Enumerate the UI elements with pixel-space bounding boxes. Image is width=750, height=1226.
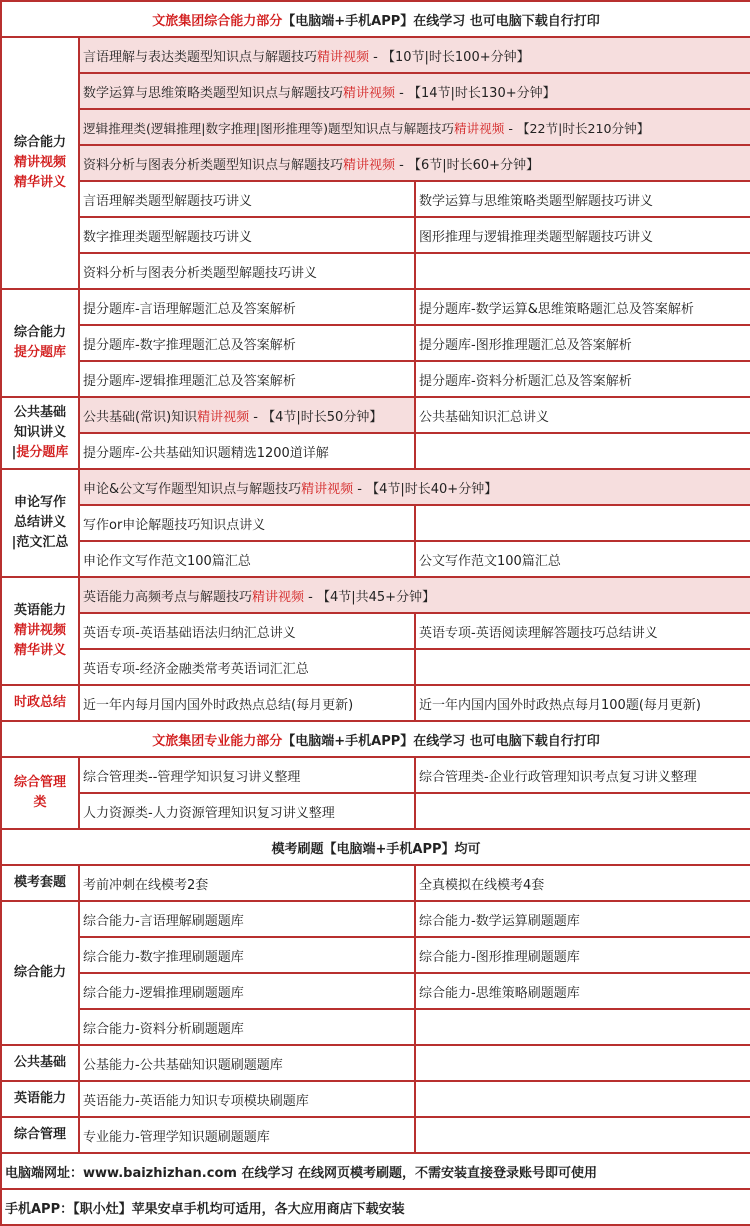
category-label-line: 模考套题: [13, 875, 66, 890]
category-label-line: 英语能力: [13, 1091, 66, 1106]
category-general-ability-practice: [1, 901, 79, 1045]
practice-bank-item[interactable]: 综合能力-图形推理刷题题库: [415, 937, 750, 973]
section-header-general-red: 文旅集团综合能力部分: [152, 13, 283, 29]
notes-item[interactable]: 数字推理类题型解题技巧讲义: [79, 217, 415, 253]
course-title: 公共基础(常识)知识: [83, 409, 198, 425]
notes-item[interactable]: 综合管理类--管理学知识复习讲义整理: [79, 757, 415, 793]
notes-item[interactable]: 综合管理类-企业行政管理知识考点复习讲义整理: [415, 757, 750, 793]
video-tag: 精讲视频: [197, 409, 250, 425]
empty-cell: [415, 1081, 750, 1117]
category-label-line: 精华讲义: [13, 643, 66, 658]
notes-item[interactable]: 写作or申论解题技巧知识点讲义: [79, 505, 415, 541]
category-general-ability-video: [1, 37, 79, 289]
category-label-line: 综合管理: [13, 1127, 66, 1142]
notes-item[interactable]: 英语专项-英语阅读理解答题技巧总结讲义: [415, 613, 750, 649]
category-label-line: 提分题库: [13, 345, 66, 360]
notes-item[interactable]: 数学运算与思维策略类题型解题技巧讲义: [415, 181, 750, 217]
empty-cell: [415, 433, 750, 469]
course-title: 言语理解与表达类题型知识点与解题技巧: [83, 49, 318, 65]
section-header-professional-red: 文旅集团专业能力部分: [152, 733, 283, 749]
course-title: 数学运算与思维策略类题型知识点与解题技巧: [83, 85, 344, 101]
course-meta: - 【10节|时长100+分钟】: [369, 49, 530, 65]
category-english: [1, 577, 79, 685]
question-bank-item[interactable]: 提分题库-数字推理题汇总及答案解析: [79, 325, 415, 361]
practice-bank-item[interactable]: 公基能力-公共基础知识题刷题题库: [79, 1045, 415, 1081]
video-course-item[interactable]: [79, 145, 750, 181]
question-bank-item[interactable]: 提分题库-逻辑推理题汇总及答案解析: [79, 361, 415, 397]
category-label-line: 时政总结: [13, 695, 66, 710]
video-course-item[interactable]: [79, 73, 750, 109]
course-meta: - 【22节|时长210分钟】: [504, 120, 650, 136]
category-label-line: |范文汇总: [11, 535, 69, 550]
category-label-line: 公共基础: [13, 1055, 66, 1070]
empty-cell: [415, 649, 750, 685]
section-header-mock-exam: 模考刷题【电脑端+手机APP】均可: [1, 829, 750, 865]
category-label-line: |: [11, 445, 17, 460]
practice-bank-item[interactable]: 综合能力-数学运算刷题题库: [415, 901, 750, 937]
notes-item[interactable]: 资料分析与图表分析类题型解题技巧讲义: [79, 253, 415, 289]
notes-item[interactable]: 人力资源类-人力资源管理知识复习讲义整理: [79, 793, 415, 829]
practice-bank-item[interactable]: 综合能力-资料分析刷题题库: [79, 1009, 415, 1045]
video-course-item[interactable]: [79, 469, 750, 505]
course-title: 英语能力高频考点与解题技巧: [83, 589, 253, 605]
category-label-line: 公共基础: [13, 405, 66, 420]
category-label-line: 提分题库: [16, 445, 69, 460]
category-label-line: 综合能力: [13, 325, 66, 340]
section-header-professional-black: 【电脑端+手机APP】在线学习 也可电脑下载自行打印: [282, 733, 600, 749]
video-tag: 精讲视频: [317, 49, 370, 65]
video-course-item[interactable]: [79, 577, 750, 613]
practice-bank-item[interactable]: 综合能力-思维策略刷题题库: [415, 973, 750, 1009]
empty-cell: [415, 1045, 750, 1081]
section-header-general-black: 【电脑端+手机APP】在线学习 也可电脑下载自行打印: [282, 13, 600, 29]
category-essay-writing: [1, 469, 79, 577]
category-public-basics: [1, 397, 79, 469]
category-label-line: 知识讲义: [13, 425, 66, 440]
notes-item[interactable]: 英语专项-经济金融类常考英语词汇汇总: [79, 649, 415, 685]
category-label-line: 申论写作: [13, 495, 66, 510]
practice-bank-item[interactable]: 英语能力-英语能力知识专项模块刷题库: [79, 1081, 415, 1117]
notes-item[interactable]: 公共基础知识汇总讲义: [415, 397, 750, 433]
practice-bank-item[interactable]: 综合能力-数字推理刷题题库: [79, 937, 415, 973]
course-meta: - 【4节|时长40+分钟】: [353, 481, 498, 497]
category-mock-exams: [1, 865, 79, 901]
category-label-line: 英语能力: [13, 603, 66, 618]
current-affairs-item[interactable]: 近一年内国内国外时政热点每月100题(每月更新): [415, 685, 750, 721]
video-tag: 精讲视频: [453, 120, 505, 136]
empty-cell: [415, 505, 750, 541]
video-course-item[interactable]: [79, 37, 750, 73]
category-label-line: 综合能力: [13, 135, 66, 150]
practice-bank-item[interactable]: 专业能力-管理学知识题刷题题库: [79, 1117, 415, 1153]
category-label-line: 精华讲义: [13, 175, 66, 190]
website-footer[interactable]: 电脑端网址：www.baizhizhan.com 在线学习 在线网页模考刷题，不需安装直接登录账号即可使用: [1, 1153, 750, 1189]
empty-cell: [415, 1009, 750, 1045]
video-tag: 精讲视频: [343, 157, 396, 173]
course-title: 逻辑推理类(逻辑推理|数字推理|图形推理等)题型知识点与解题技巧: [83, 120, 454, 136]
empty-cell: [415, 1117, 750, 1153]
question-bank-item[interactable]: 提分题库-资料分析题汇总及答案解析: [415, 361, 750, 397]
category-label-line: 综合管理: [13, 775, 66, 790]
sample-essay-item[interactable]: 申论作文写作范文100篇汇总: [79, 541, 415, 577]
mock-exam-item[interactable]: 考前冲刺在线模考2套: [79, 865, 415, 901]
current-affairs-item[interactable]: 近一年内每月国内国外时政热点总结(每月更新): [79, 685, 415, 721]
question-bank-item[interactable]: 提分题库-公共基础知识题精选1200道详解: [79, 433, 415, 469]
question-bank-item[interactable]: 提分题库-数学运算&思维策略题汇总及答案解析: [415, 289, 750, 325]
category-management: [1, 757, 79, 829]
mock-exam-item[interactable]: 全真模拟在线模考4套: [415, 865, 750, 901]
course-meta: - 【4节|共45+分钟】: [304, 589, 436, 605]
category-label-line: 精讲视频: [13, 623, 66, 638]
category-label-line: 综合能力: [13, 965, 66, 980]
empty-cell: [415, 253, 750, 289]
category-current-affairs: [1, 685, 79, 721]
question-bank-item[interactable]: 提分题库-图形推理题汇总及答案解析: [415, 325, 750, 361]
question-bank-item[interactable]: 提分题库-言语理解题汇总及答案解析: [79, 289, 415, 325]
course-title: 资料分析与图表分析类题型知识点与解题技巧: [83, 157, 344, 173]
video-course-item[interactable]: [79, 397, 415, 433]
category-public-basics-practice: [1, 1045, 79, 1081]
category-label-line: 总结讲义: [13, 515, 66, 530]
course-meta: - 【6节|时长60+分钟】: [395, 157, 540, 173]
notes-item[interactable]: 言语理解类题型解题技巧讲义: [79, 181, 415, 217]
course-title: 申论&公文写作题型知识点与解题技巧: [83, 481, 302, 497]
video-tag: 精讲视频: [252, 589, 305, 605]
category-management-practice: [1, 1117, 79, 1153]
notes-item[interactable]: 英语专项-英语基础语法归纳汇总讲义: [79, 613, 415, 649]
app-footer: 手机APP：【职小灶】苹果安卓手机均可适用，各大应用商店下载安装: [1, 1189, 750, 1225]
course-meta: - 【14节|时长130+分钟】: [395, 85, 556, 101]
category-label-line: 精讲视频: [13, 155, 66, 170]
section-header-general: [1, 1, 750, 37]
empty-cell: [415, 793, 750, 829]
category-label-line: 类: [33, 795, 47, 810]
video-tag: 精讲视频: [343, 85, 396, 101]
category-english-practice: [1, 1081, 79, 1117]
section-header-professional: [1, 721, 750, 757]
notes-item[interactable]: 图形推理与逻辑推理类题型解题技巧讲义: [415, 217, 750, 253]
practice-bank-item[interactable]: 综合能力-逻辑推理刷题题库: [79, 973, 415, 1009]
practice-bank-item[interactable]: 综合能力-言语理解刷题题库: [79, 901, 415, 937]
course-meta: - 【4节|时长50分钟】: [249, 409, 383, 425]
category-general-ability-bank: [1, 289, 79, 397]
sample-essay-item[interactable]: 公文写作范文100篇汇总: [415, 541, 750, 577]
video-tag: 精讲视频: [301, 481, 354, 497]
video-course-item[interactable]: [79, 109, 750, 145]
